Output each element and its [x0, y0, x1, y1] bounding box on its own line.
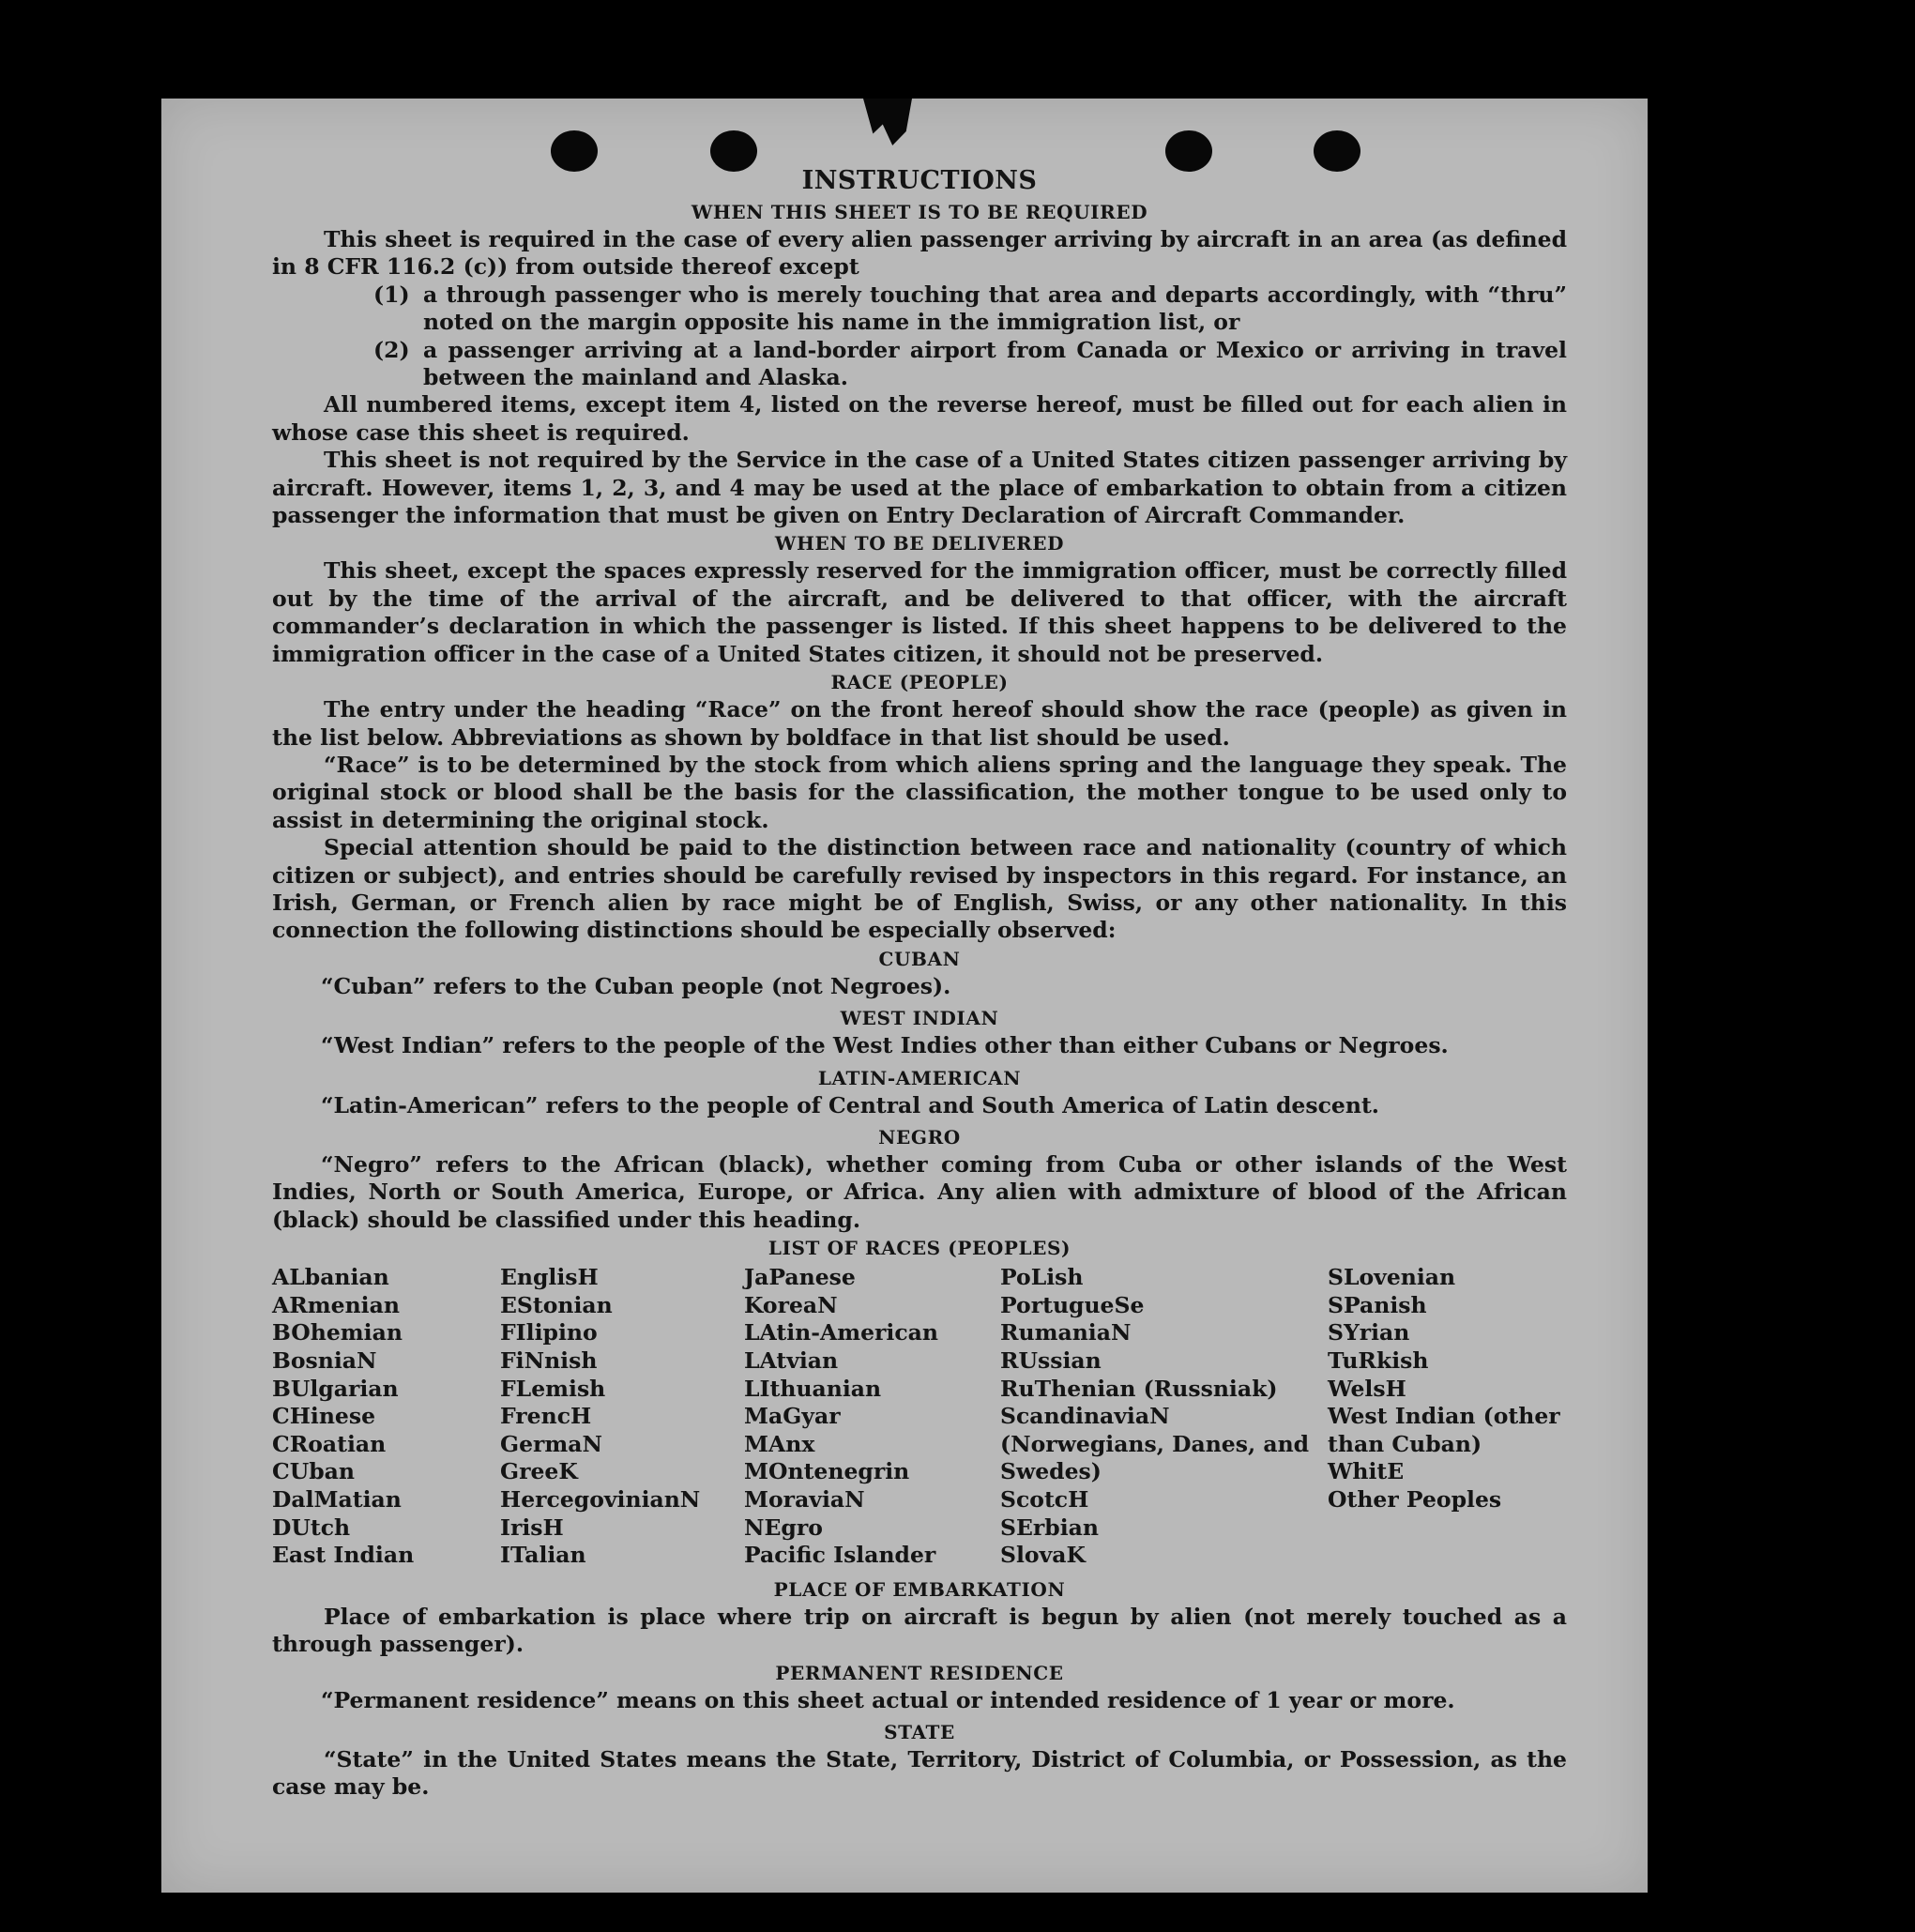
race-entry: Pacific Islander [744, 1542, 936, 1569]
section-heading: PERMANENT RESIDENCE [775, 1661, 1064, 1684]
race-entry: PortugueSe [1000, 1291, 1145, 1318]
races-list [272, 1264, 1567, 1570]
races-column [744, 1264, 1000, 1570]
item-number: (1) [373, 281, 410, 308]
list-item [373, 337, 1567, 392]
race-entry: FrencH [500, 1403, 592, 1430]
race-entry: ITalian [500, 1542, 586, 1569]
race-entry: MOntenegrin [744, 1458, 910, 1485]
race-entry: GreeK [500, 1458, 578, 1485]
race-entry: IrisH [500, 1514, 564, 1541]
race-entry: FLemish [500, 1375, 606, 1402]
race-entry: ALbanian [272, 1264, 389, 1291]
race-entry: BosniaN [272, 1346, 377, 1374]
race-entry: RumaniaN [1000, 1319, 1132, 1346]
definition: “Cuban” refers to the Cuban people (not Negroes). [321, 972, 951, 999]
section-heading: LIST OF RACES (PEOPLES) [768, 1237, 1071, 1260]
race-entry: West Indian (other than Cuban) [1328, 1403, 1560, 1457]
race-entry: WelsH [1328, 1375, 1406, 1402]
page-title: INSTRUCTIONS [801, 166, 1038, 195]
race-entry: SErbian [1000, 1514, 1099, 1541]
definition: “Permanent residence” means on this sheet actual or intended residence of 1 year or more. [321, 1686, 1455, 1713]
race-entry: MoraviaN [744, 1485, 865, 1513]
race-entry: MaGyar [744, 1403, 841, 1430]
race-entry: WhitE [1328, 1458, 1405, 1485]
section-heading: RACE (PEOPLE) [830, 671, 1009, 694]
race-entry: EnglisH [500, 1264, 599, 1291]
race-entry: SlovaK [1000, 1542, 1086, 1569]
race-entry: CUban [272, 1458, 355, 1485]
race-entry: TuRkish [1328, 1346, 1429, 1374]
paragraph: This sheet is required in the case of every alien passenger arriving by aircraft in an area (as defined in 8 CFR 116.2 (c)) from outside thereof except [272, 226, 1567, 281]
race-entry: GermaN [500, 1430, 602, 1457]
race-entry: DUtch [272, 1514, 351, 1541]
race-entry: RUssian [1000, 1346, 1102, 1374]
instructions-content [272, 164, 1567, 1802]
race-entry: MAnx [744, 1430, 815, 1457]
race-entry: KoreaN [744, 1291, 838, 1318]
race-entry: ScotcH [1000, 1485, 1089, 1513]
paragraph: This sheet, except the spaces expressly reserved for the immigration officer, must be correctly filled out by the time of the arrival of the aircraft, and be delivered to that officer, with the aircraft commander’s declaration in which the passenger is listed. If this sheet happens to be delivered to the immigration officer in the case of a United States citizen, it should not be preserved. [272, 557, 1567, 667]
torn-edge [863, 99, 912, 145]
section-heading: WEST INDIAN [840, 1007, 999, 1030]
definition: “Negro” refers to the African (black), whether coming from Cuba or other islands of the West Indies, North or South America, Europe, or Africa. Any alien with admixture of blood of the African (black) should be classified under this heading. [272, 1150, 1567, 1233]
section-heading: STATE [884, 1720, 955, 1743]
race-entry: SLovenian [1328, 1264, 1456, 1291]
definition: “West Indian” refers to the people of the West Indies other than either Cubans or Negroes. [321, 1032, 1449, 1059]
race-entry: ScandinaviaN (Norwegians, Danes, and Swedes) [1000, 1403, 1310, 1485]
item-number: (2) [373, 336, 410, 363]
race-entry: Other Peoples [1328, 1485, 1502, 1513]
race-entry: LAtin-American [744, 1319, 938, 1346]
section-heading: PLACE OF EMBARKATION [773, 1577, 1066, 1601]
race-entry: DalMatian [272, 1485, 402, 1513]
race-entry: BOhemian [272, 1319, 403, 1346]
paragraph: “Race” is to be determined by the stock from which aliens spring and the language they speak. The original stock or blood shall be the basis for the classification, the mother tongue to be used only to assist in determining the original stock. [272, 751, 1567, 833]
paragraph: This sheet is not required by the Service in the case of a United States citizen passenger arriving by aircraft. However, items 1, 2, 3, and 4 may be used at the place of embarkation to obtain from a citizen passenger the information that must be given on Entry Declaration of Aircraft Commander. [272, 447, 1567, 529]
section-heading: NEGRO [878, 1125, 961, 1149]
race-entry: NEgro [744, 1514, 823, 1541]
races-column [500, 1264, 744, 1570]
definition: “Latin-American” refers to the people of Central and South America of Latin descent. [321, 1091, 1379, 1118]
paragraph: All numbered items, except item 4, listed on the reverse hereof, must be filled out for each alien in whose case this sheet is required. [272, 391, 1567, 446]
list-item [373, 281, 1567, 337]
paragraph: The entry under the heading “Race” on the front hereof should show the race (people) as given in the list below. Abbreviations as shown by boldface in that list should be used. [272, 696, 1567, 751]
definition: “State” in the United States means the State, Territory, District of Columbia, or Possession, as the case may be. [272, 1745, 1567, 1801]
race-entry: CRoatian [272, 1430, 387, 1457]
item-text: a through passenger who is merely touching that area and departs accordingly, with “thru” noted on the margin opposite his name in the immigration list, or [423, 281, 1567, 336]
races-column [1328, 1264, 1567, 1570]
races-column [1000, 1264, 1328, 1570]
race-entry: BUlgarian [272, 1375, 399, 1402]
race-entry: SPanish [1328, 1291, 1427, 1318]
document-page [161, 99, 1648, 1893]
race-entry: SYrian [1328, 1319, 1410, 1346]
section-heading: CUBAN [878, 947, 961, 970]
race-entry: RuThenian (Russniak) [1000, 1375, 1278, 1402]
definition: Place of embarkation is place where trip on aircraft is begun by alien (not merely touched as a through passenger). [272, 1603, 1567, 1658]
section-heading: WHEN TO BE DELIVERED [774, 532, 1065, 555]
section-heading: LATIN-AMERICAN [817, 1066, 1022, 1089]
race-entry: ARmenian [272, 1291, 400, 1318]
race-entry: FIlipino [500, 1319, 598, 1346]
race-entry: FiNnish [500, 1346, 598, 1374]
race-entry: PoLish [1000, 1264, 1084, 1291]
race-entry: LAtvian [744, 1346, 839, 1374]
race-entry: East Indian [272, 1542, 415, 1569]
paragraph: Special attention should be paid to the distinction between race and nationality (country of which citizen or subject), and entries should be carefully revised by inspectors in this regard. For instance, an Irish, German, or French alien by race might be of English, Swiss, or any other nationality. In this connection the following distinctions should be especially observed: [272, 834, 1567, 944]
race-entry: LIthuanian [744, 1375, 882, 1402]
item-text: a passenger arriving at a land-border airport from Canada or Mexico or arriving in travel between the mainland and Alaska. [423, 336, 1567, 391]
race-entry: EStonian [500, 1291, 613, 1318]
section-heading: WHEN THIS SHEET IS TO BE REQUIRED [691, 201, 1148, 223]
race-entry: JaPanese [744, 1264, 856, 1291]
race-entry: CHinese [272, 1403, 376, 1430]
race-entry: HercegovinianN [500, 1485, 701, 1513]
races-column [272, 1264, 500, 1570]
